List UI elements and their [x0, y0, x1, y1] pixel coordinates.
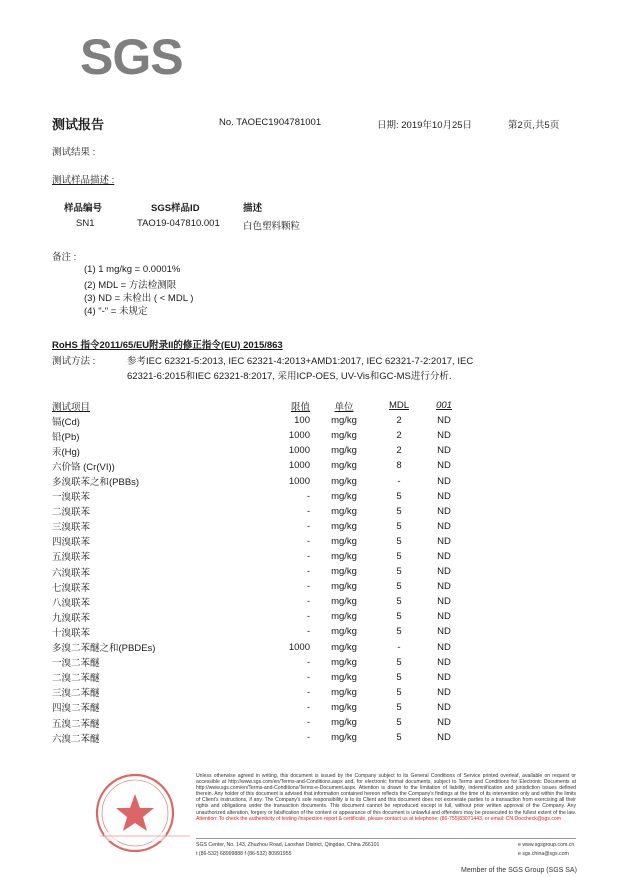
cell-unit: mg/kg	[331, 460, 357, 472]
description-header: 描述	[243, 203, 263, 214]
cell-result: ND	[437, 505, 451, 517]
table-row	[52, 594, 468, 609]
table-row	[52, 640, 468, 655]
cell-unit: mg/kg	[331, 641, 357, 653]
cell-unit: mg/kg	[331, 520, 357, 532]
cell-mdl: 2	[396, 415, 402, 427]
cell-limit: 1000	[288, 445, 310, 457]
cell-result: ND	[437, 686, 451, 698]
cell-result: ND	[437, 535, 451, 547]
cell-mdl: 5	[396, 596, 402, 608]
footer-phone: t (86-532) 68999888 f (86-532) 80991955	[196, 851, 292, 857]
cell-limit: 1000	[288, 430, 310, 442]
sample-no-header: 样品编号	[64, 203, 103, 214]
cell-mdl: 5	[396, 717, 402, 729]
method-label: 测试方法 :	[52, 356, 96, 367]
sgs-sample-id-value: TAO19-047810.001	[137, 218, 220, 229]
cell-limit: -	[306, 535, 310, 547]
cell-item: 多溴联苯之和(PBBs)	[52, 477, 140, 489]
cell-result: ND	[437, 641, 451, 653]
table-row	[52, 670, 468, 685]
cell-mdl: 5	[396, 686, 402, 698]
cell-item: 八溴联苯	[52, 597, 91, 609]
table-row	[52, 730, 468, 745]
report-date: 日期: 2019年10月25日	[377, 120, 473, 131]
cell-mdl: 5	[396, 550, 402, 562]
sgs-sample-id-header: SGS样品ID	[151, 203, 200, 214]
footer-address: SGS Center, No. 143, Zhuzhou Road, Laoshan District, Qingdao, China 266101	[196, 842, 380, 848]
note-item: (1) 1 mg/kg = 0.0001%	[84, 264, 181, 275]
cell-item: 镉(Cd)	[52, 416, 80, 428]
cell-item: 十溴联苯	[52, 627, 91, 639]
cell-limit: -	[306, 701, 310, 713]
cell-unit: mg/kg	[331, 686, 357, 698]
cell-item: 二溴二苯醚	[52, 673, 100, 685]
cell-item: 五溴二苯醚	[52, 718, 100, 730]
table-row	[52, 473, 468, 488]
table-row	[52, 715, 468, 730]
cell-result: ND	[437, 732, 451, 744]
cell-limit: 1000	[288, 475, 310, 487]
cell-unit: mg/kg	[331, 717, 357, 729]
cell-item: 七溴联苯	[52, 582, 91, 594]
cell-unit: mg/kg	[331, 415, 357, 427]
cell-unit: mg/kg	[331, 566, 357, 578]
cell-unit: mg/kg	[331, 671, 357, 683]
cell-result: ND	[437, 611, 451, 623]
cell-mdl: 5	[396, 611, 402, 623]
notes-title: 备注 :	[52, 252, 77, 263]
cell-limit: -	[306, 671, 310, 683]
cell-result: ND	[437, 550, 451, 562]
cell-mdl: 5	[396, 701, 402, 713]
cell-mdl: 5	[396, 671, 402, 683]
col-header-unit: 单位	[334, 401, 354, 413]
cell-item: 六溴二苯醚	[52, 733, 100, 745]
note-item: (3) ND = 未检出 ( < MDL )	[84, 293, 194, 304]
cell-mdl: 5	[396, 505, 402, 517]
results-header-row	[52, 398, 468, 413]
table-row	[52, 413, 468, 428]
table-row	[52, 489, 468, 504]
cell-limit: -	[306, 596, 310, 608]
footer-website: e www.sgsgroup.com.cn	[518, 842, 575, 848]
sample-no-value: SN1	[76, 218, 95, 229]
cell-unit: mg/kg	[331, 505, 357, 517]
table-row	[52, 428, 468, 443]
disclaimer-text: Unless otherwise agreed in writing, this document is issued by the Company subject to its General Conditions of Service printed overleaf, available on request or accessible at http://www.sgs.com/en/Terms-and-Conditions.aspx and, for electronic format documents, subject to Terms and Conditions for Electronic Documents at http://www.sgs.com/en/Terms-and-Conditions/Terms-e-Document.aspx. Attention is drawn to the limitation of liability, indemnification and jurisdiction issues defined therein. Any holder of this document is advised that information contained hereon reflects the Company's findings at the time of its intervention only and within the limits of Client's instructions, if any. The Company's sole responsibility is to its Client and this document does not exonerate parties to a transaction from exercising all their rights and obligations under the transaction documents. This document cannot be reproduced except in full, without prior written approval of the Company. Any unauthorized alteration, forgery or falsification of the content or appearance of this document is unlawful and offenders may be prosecuted to the fullest extent of the law.	[196, 773, 576, 816]
cell-item: 多溴二苯醚之和(PBDEs)	[52, 643, 156, 655]
cell-unit: mg/kg	[331, 490, 357, 502]
cell-result: ND	[437, 656, 451, 668]
cell-limit: -	[306, 581, 310, 593]
cell-result: ND	[437, 717, 451, 729]
cell-limit: -	[306, 550, 310, 562]
table-row	[52, 549, 468, 564]
footer-disclaimer	[196, 773, 576, 822]
cell-unit: mg/kg	[331, 656, 357, 668]
cell-limit: 100	[294, 415, 310, 427]
table-row	[52, 685, 468, 700]
cell-result: ND	[437, 445, 451, 457]
cell-mdl: 5	[396, 490, 402, 502]
cell-result: ND	[437, 430, 451, 442]
cell-item: 二溴联苯	[52, 507, 91, 519]
cell-item: 六价铬 (Cr(VI))	[52, 461, 115, 473]
cell-limit: -	[306, 686, 310, 698]
cell-unit: mg/kg	[331, 475, 357, 487]
cell-result: ND	[437, 581, 451, 593]
cell-mdl: 2	[396, 430, 402, 442]
method-line-1: 参考IEC 62321-5:2013, IEC 62321-4:2013+AMD1:2017, IEC 62321-7-2:2017, IEC	[127, 356, 474, 367]
cell-result: ND	[437, 490, 451, 502]
cell-mdl: 5	[396, 656, 402, 668]
col-header-result: 001	[436, 400, 452, 412]
test-result-label: 测试结果 :	[52, 147, 96, 158]
section-title: RoHS 指令2011/65/EU附录II的修正指令(EU) 2015/863	[52, 340, 283, 351]
cell-mdl: 5	[396, 566, 402, 578]
col-header-limit: 限值	[290, 401, 310, 413]
cell-mdl: 2	[396, 445, 402, 457]
cell-unit: mg/kg	[331, 535, 357, 547]
method-line-2: 62321-6:2015和IEC 62321-8:2017, 采用ICP-OES, UV-Vis和GC-MS进行分析.	[127, 371, 452, 382]
cell-limit: -	[306, 611, 310, 623]
cell-item: 一溴联苯	[52, 492, 91, 504]
cell-item: 四溴二苯醚	[52, 703, 100, 715]
cell-item: 四溴联苯	[52, 537, 91, 549]
cell-item: 汞(Hg)	[52, 446, 80, 458]
cell-mdl: 5	[396, 626, 402, 638]
cell-result: ND	[437, 671, 451, 683]
table-row	[52, 655, 468, 670]
cell-result: ND	[437, 701, 451, 713]
cell-unit: mg/kg	[331, 732, 357, 744]
sample-desc-label: 测试样品描述 :	[52, 175, 115, 186]
note-item: (2) MDL = 方法检测限	[84, 280, 177, 291]
sgs-logo	[80, 28, 183, 86]
footer-email: e sgs.china@sgs.com	[518, 851, 569, 857]
cell-mdl: 8	[396, 460, 402, 472]
cell-mdl: 5	[396, 732, 402, 744]
cell-mdl: -	[397, 641, 401, 653]
table-row	[52, 579, 468, 594]
col-header-item: 测试项目	[52, 401, 91, 413]
footer-rule	[196, 838, 576, 839]
cell-limit: 1000	[288, 460, 310, 472]
cell-item: 三溴二苯醚	[52, 688, 100, 700]
table-row	[52, 519, 468, 534]
cell-unit: mg/kg	[331, 596, 357, 608]
table-row	[52, 624, 468, 639]
cell-item: 一溴二苯醚	[52, 658, 100, 670]
table-row	[52, 609, 468, 624]
cell-unit: mg/kg	[331, 701, 357, 713]
results-table	[52, 398, 468, 745]
cell-result: ND	[437, 520, 451, 532]
cell-item: 五溴联苯	[52, 552, 91, 564]
cell-limit: -	[306, 566, 310, 578]
results-body	[52, 413, 468, 745]
cell-unit: mg/kg	[331, 445, 357, 457]
inspection-seal-stamp	[90, 768, 194, 858]
cell-limit: -	[306, 656, 310, 668]
cell-limit: -	[306, 505, 310, 517]
cell-result: ND	[437, 596, 451, 608]
table-row	[52, 564, 468, 579]
table-row	[52, 443, 468, 458]
cell-mdl: 5	[396, 520, 402, 532]
cell-result: ND	[437, 566, 451, 578]
cell-unit: mg/kg	[331, 550, 357, 562]
cell-mdl: 5	[396, 581, 402, 593]
note-item: (4) "-" = 未规定	[84, 306, 148, 317]
sgs-logo-text: SGS	[80, 29, 183, 85]
table-row	[52, 458, 468, 473]
cell-mdl: -	[397, 475, 401, 487]
cell-item: 九溴联苯	[52, 612, 91, 624]
sgs-member-text: Member of the SGS Group (SGS SA)	[461, 867, 577, 874]
cell-result: ND	[437, 460, 451, 472]
description-value: 白色塑料颗粒	[243, 221, 301, 232]
cell-limit: -	[306, 490, 310, 502]
cell-unit: mg/kg	[331, 581, 357, 593]
cell-mdl: 5	[396, 535, 402, 547]
cell-result: ND	[437, 626, 451, 638]
cell-limit: -	[306, 626, 310, 638]
cell-unit: mg/kg	[331, 611, 357, 623]
cell-item: 六溴联苯	[52, 567, 91, 579]
attention-text: Attention: To check the authenticity of testing /inspection report & certificate, please contact us at telephone: (86-755)83071443, or email: CN.Doccheck@sgs.com	[196, 815, 561, 822]
cell-limit: 1000	[288, 641, 310, 653]
cell-result: ND	[437, 475, 451, 487]
table-row	[52, 504, 468, 519]
report-number: No. TAOEC1904781001	[219, 117, 322, 128]
col-header-mdl: MDL	[388, 400, 410, 412]
cell-result: ND	[437, 415, 451, 427]
cell-unit: mg/kg	[331, 430, 357, 442]
table-row	[52, 700, 468, 715]
cell-limit: -	[306, 717, 310, 729]
report-title: 测试报告	[52, 117, 105, 132]
cell-limit: -	[306, 520, 310, 532]
cell-unit: mg/kg	[331, 626, 357, 638]
table-row	[52, 534, 468, 549]
page-number: 第2页,共5页	[508, 120, 560, 131]
cell-limit: -	[306, 732, 310, 744]
cell-item: 三溴联苯	[52, 522, 91, 534]
cell-item: 铅(Pb)	[52, 431, 80, 443]
